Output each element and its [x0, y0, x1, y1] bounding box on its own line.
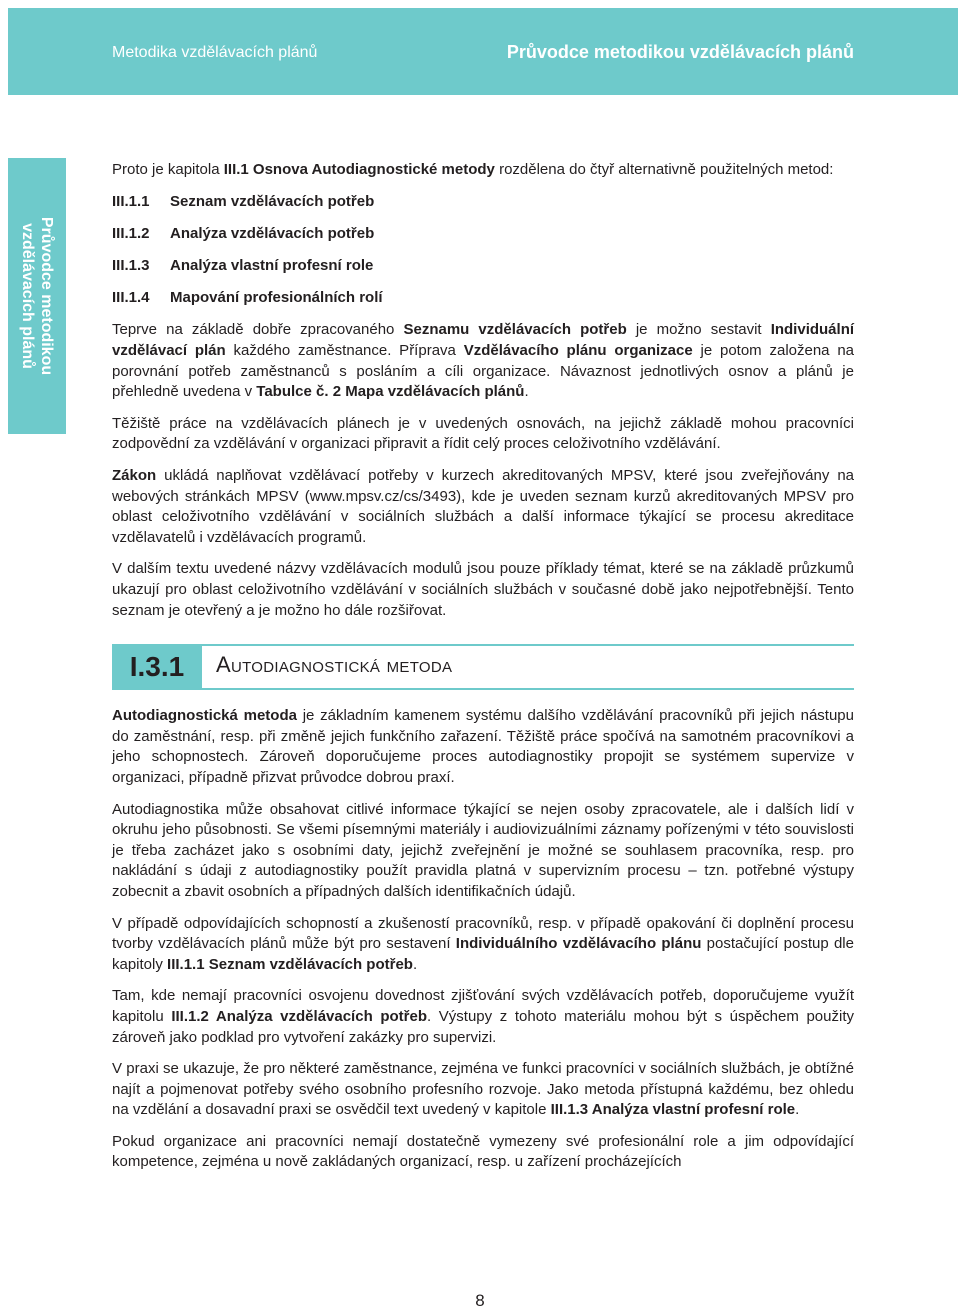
side-tab-line-2: vzdělávacích plánů: [19, 223, 36, 369]
method-label: Analýza vlastní profesní role: [170, 256, 374, 274]
paragraph: Teprve na základě dobře zpracovaného Seznamu vzdělávacích potřeb je možno sestavit Individuální vzdělávací plán každého zaměstnance. Příprava Vzdělávacího plánu organizace je potom založena na porovnání potřeb zaměstnanců s posláním a cíli organizace. Návaznost jednotlivých osnov a plánů je přehledně uvedena v Tabulce č. 2 Mapa vzdělávacích plánů.: [112, 321, 855, 401]
list-item: [112, 192, 854, 213]
main-content: [112, 160, 854, 1184]
paragraph: Zákon ukládá naplňovat vzdělávací potřeby v kurzech akreditovaných MPSV, které jsou zveřejňovány na webových stránkách MPSV (www.mpsv.cz/cs/3493), kde je uveden seznam kurzů akreditovaných MPSV pro oblast celoživotního vzdělávání v sociálních službách a další informace týkající se procesu akreditace vzdělavatelů i vzdělávacích programů.: [112, 467, 854, 546]
method-number: III.1.4: [112, 288, 150, 306]
page-number: 8: [475, 1291, 485, 1310]
divider: [202, 644, 854, 646]
intro-paragraph: Proto je kapitola III.1 Osnova Autodiagnostické metody rozdělena do čtyř alternativně použitelných metod:: [112, 161, 834, 178]
side-tab: [8, 158, 66, 434]
paragraph: V dalším textu uvedené názvy vzdělávacích modulů jsou pouze příklady témat, které se na základě průzkumů ukazují pro oblast celoživotního vzdělávání v sociálních službách v současné době jako nejpotřebnější. Tento seznam je otevřený a je možno ho dále rozšiřovat.: [112, 560, 854, 619]
paragraph: V praxi se ukazuje, že pro některé zaměstnance, zejména ve funkci pracovníci v sociálních službách, je obtížné najít a pojmenovat potřeby svého osobního profesního rozvoje. Jako metoda přístupná každému, bez ohledu na vzdělání a dosavadní praxi se osvědčil text uvedený v kapitole III.1.3 Analýza vlastní profesní role.: [112, 1060, 854, 1119]
method-number: III.1.2: [112, 224, 150, 242]
paragraph: Autodiagnostická metoda je základním kamenem systému dalšího vzdělávání pracovníků při jejich nástupu do zaměstnání, resp. při změně jejich funkčního zařazení. Těžiště práce spočívá na samotném pracovníkovi a jeho schopnostech. Zároveň doporučujeme proces autodiagnostiky propojit se systémem supervize v organizaci, případně přizvat průvodce dobrou praxí.: [112, 707, 854, 786]
paragraph: Těžiště práce na vzdělávacích plánech je v uvedených osnovách, na jejichž základě mohou pracovníci zodpovědní za vzdělávání v organizaci připravit a řídit celý proces celoživotního vzdělávání.: [112, 414, 854, 453]
header-section-title: Průvodce metodikou vzdělávacích plánů: [506, 42, 854, 62]
method-label: Analýza vzdělávacích potřeb: [170, 224, 375, 242]
paragraph: Tam, kde nemají pracovníci osvojenu dovednost zjišťování svých vzdělávacích potřeb, doporučujeme využít kapitolu III.1.2 Analýza vzdělávacích potřeb. Výstupy z tohoto materiálu mohou být s úspěchem použity zároveň jako podklad pro vytvoření zakázky pro supervizi.: [112, 987, 854, 1046]
list-item: [112, 224, 854, 245]
header-document-title: Metodika vzdělávacích plánů: [112, 44, 318, 61]
side-tab-line-1: Průvodce metodikou: [38, 216, 55, 376]
method-list: [112, 192, 854, 309]
section-number: I.3.1: [112, 644, 202, 690]
list-item: [112, 256, 854, 277]
section-title: Autodiagnostická metoda: [216, 652, 453, 678]
paragraph: Pokud organizace ani pracovníci nemají dostatečně vymezeny své profesionální role a jim odpovídající kompetence, zejména u nově zakládaných organizací, resp. u zařízení procházejících: [112, 1132, 854, 1171]
paragraph: Autodiagnostika může obsahovat citlivé informace týkající se nejen osoby zpracovatele, ale i dalších lidí v okruhu jeho působnosti. Se všemi písemnými materiály i audiovizuálními záznamy pořízenými v této souvislosti je třeba zacházet jako s osobními daty, jejichž zveřejnění je možné se souhlasem pracovníka, resp. pro nakládání s údaji z autodiagnostiky použít pravidla platná v supervizním procesu – tzn. potřebné výstupy zobecnit a zbavit osobních a případných dalších identifikačních údajů.: [112, 800, 854, 900]
section-heading: [112, 644, 854, 690]
paragraph: V případě odpovídajících schopností a zkušeností pracovníků, resp. v případě opakování či doplnění procesu tvorby vzdělávacích plánů může být pro sestavení Individuálního vzdělávacího plánu postačující postup dle kapitoly III.1.1 Seznam vzdělávacích potřeb.: [112, 914, 854, 973]
method-number: III.1.3: [112, 256, 150, 274]
page-header: [8, 8, 958, 95]
method-label: Mapování profesionálních rolí: [170, 288, 383, 306]
method-label: Seznam vzdělávacích potřeb: [170, 192, 375, 210]
divider: [202, 688, 854, 690]
method-number: III.1.1: [112, 192, 150, 210]
list-item: [112, 288, 854, 309]
